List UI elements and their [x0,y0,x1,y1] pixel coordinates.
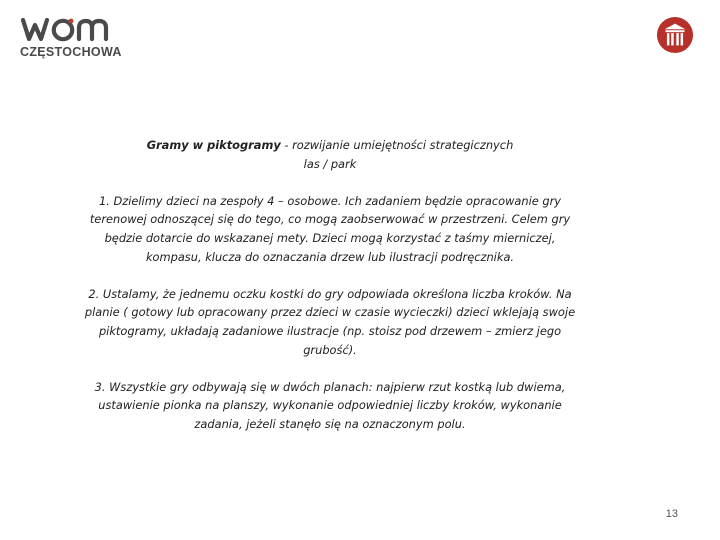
university-columns-icon [656,16,694,54]
wom-czestochowa-logo [18,14,122,62]
logo-city-name: CZĘSTOCHOWA [20,45,122,59]
slide-title [80,136,580,155]
slide-title-rest: - rozwijanie umiejętności strategicznych [280,138,514,152]
page-number: 13 [665,508,678,520]
spacer [80,173,580,192]
spacer [80,266,580,285]
slide-title-bold: Gramy w piktogramy [146,138,281,152]
spacer [80,359,580,378]
slide-body [80,136,580,434]
slide-subtitle: las / park [303,156,357,171]
paragraph-1: 1. Dzielimy dzieci na zespoły 4 – osobowe. Ich zadaniem będzie opracowanie gry terenowej odnoszącej się do tego, co mogą zaobserwować w przestrzeni. Celem gry będzie dotarcie do wskazanej mety. Dzieci mogą korzystać z taśmy mierniczej, kompasu, klucza do oznaczania drzew lub ilustracji podręcznika. [89,193,571,264]
paragraph-2: 2. Ustalamy, że jednemu oczku kostki do gry odpowiada określona liczba kroków. Na planie ( gotowy lub opracowany przez dzieci w czasie wycieczki) dzieci wklejają swoje piktogramy, układają zadaniowe ilustracje (np. stoisz pod drzewem – zmierz jego grubość). [84,286,576,357]
paragraph-3: 3. Wszystkie gry odbywają się w dwóch planach: najpierw rzut kostką lub dwiema, ustawienie pionka na planszy, wykonanie odpowiedniej liczby kroków, wykonanie zadania, jeżeli stanęło się na oznaczonym polu. [94,379,566,431]
wom-wordmark-icon [20,14,112,44]
